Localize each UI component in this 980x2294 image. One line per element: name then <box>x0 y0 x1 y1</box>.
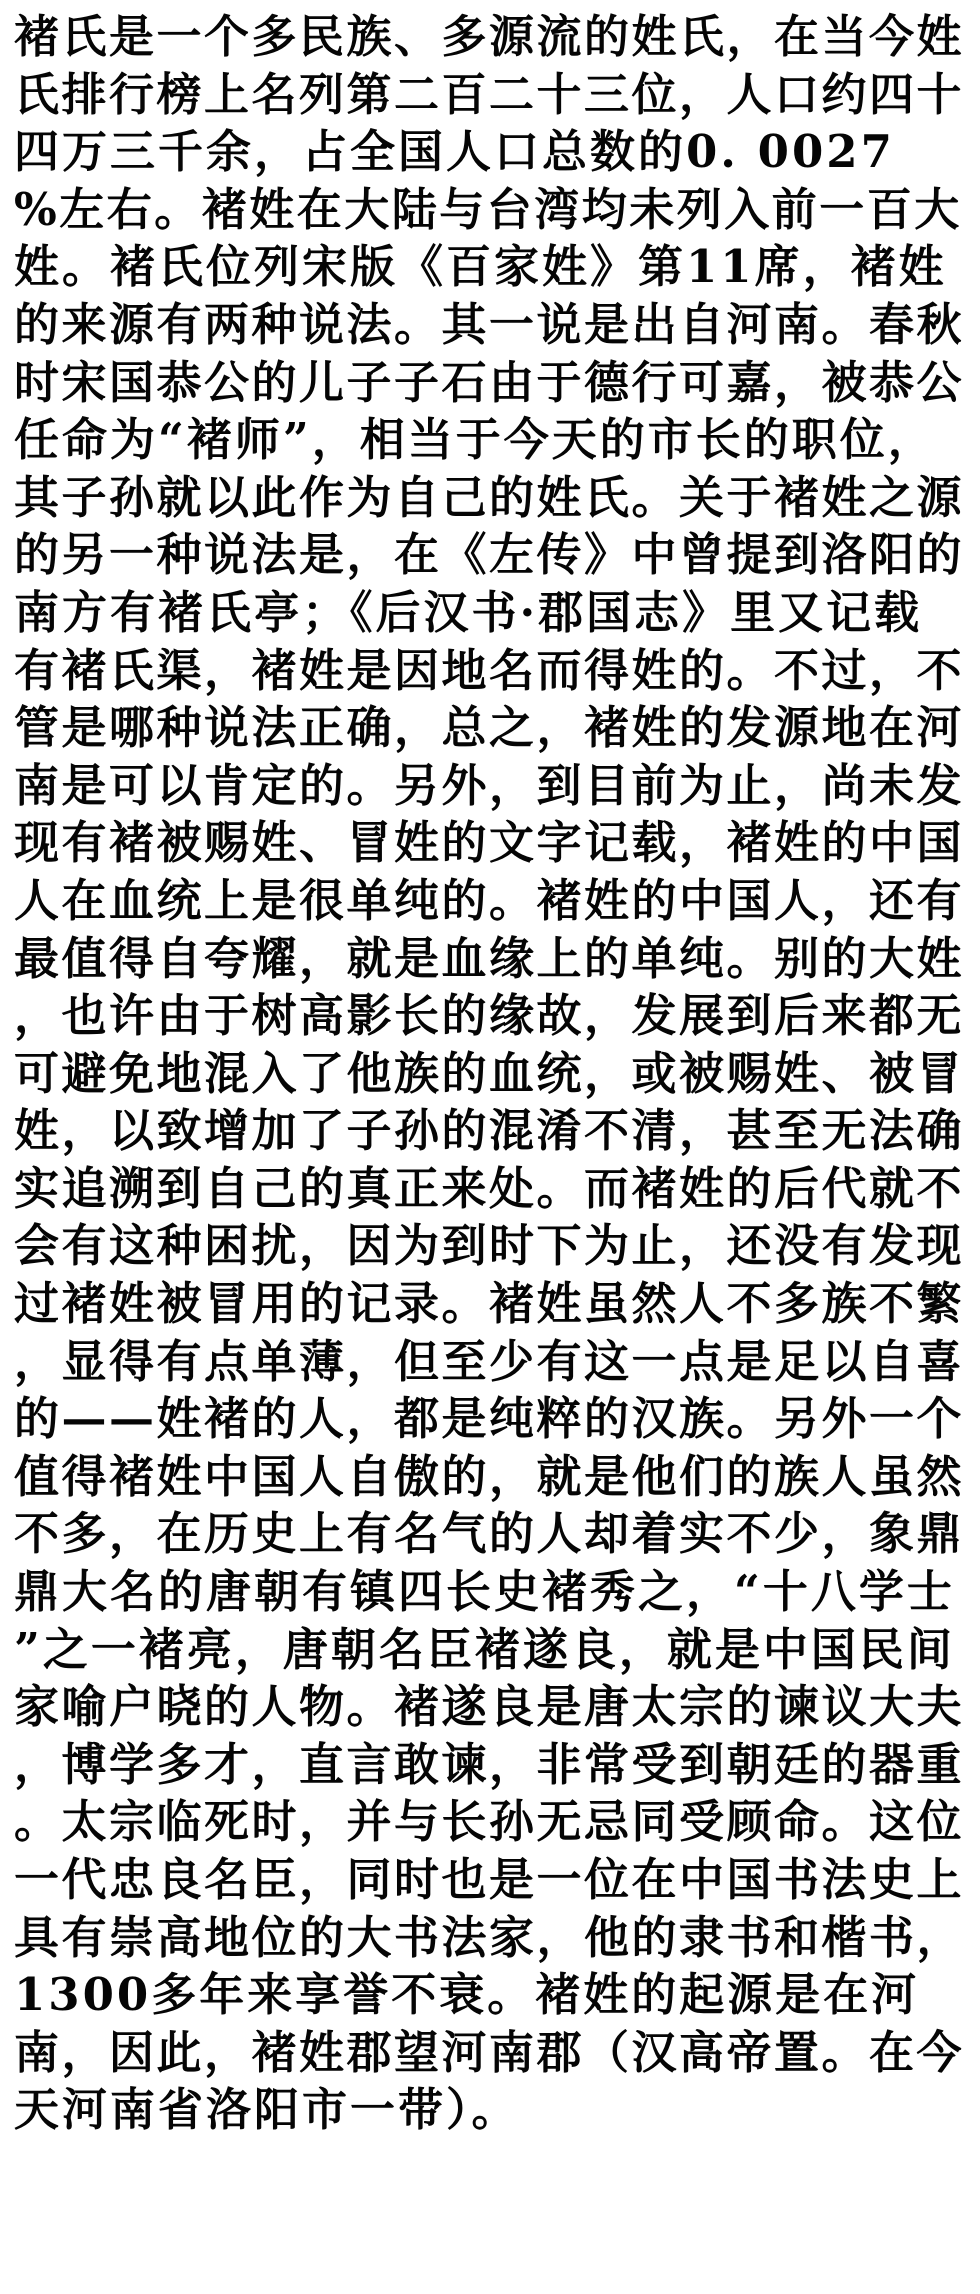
text-line: 过褚姓被冒用的记录。褚姓虽然人不多族不繁 <box>14 1277 965 1331</box>
text-line: 南，因此，褚姓郡望河南郡（汉高帝置。在今 <box>14 2025 965 2079</box>
text-line: 褚氏是一个多民族、多源流的姓氏，在当今姓 <box>14 10 965 63</box>
text-line: 有褚氏渠，褚姓是因地名而得姓的。不过，不 <box>14 643 965 697</box>
text-line: 时宋国恭公的儿子子石由于德行可嘉，被恭公 <box>14 355 965 409</box>
text-line: 姓。褚氏位列宋版《百家姓》第11席，褚姓 <box>14 240 947 294</box>
text-line: 。太宗临死时，并与长孙无忌同受顾命。这位 <box>14 1795 965 1849</box>
text-line: 氏排行榜上名列第二百二十三位，人口约四十 <box>14 67 965 121</box>
body-text <box>14 8 969 2139</box>
text-line: 现有褚被赐姓、冒姓的文字记载，褚姓的中国 <box>14 816 965 870</box>
text-line: 任命为“褚师”，相当于今天的市长的职位， <box>14 413 936 467</box>
text-line: 的另一种说法是，在《左传》中曾提到洛阳的 <box>14 528 965 582</box>
text-line: 南是可以肯定的。另外，到目前为止，尚未发 <box>14 758 965 812</box>
text-line: 不多，在历史上有名气的人却着实不少，象鼎 <box>14 1507 965 1561</box>
text-line: 的来源有两种说法。其一说是出自河南。春秋 <box>14 297 965 351</box>
text-line: 可避免地混入了他族的血统，或被赐姓、被冒 <box>14 1046 965 1100</box>
text-line: 会有这种困扰，因为到时下为止，还没有发现 <box>14 1219 965 1273</box>
text-line: ，也许由于树高影长的缘故，发展到后来都无 <box>14 989 965 1043</box>
text-line: ，显得有点单薄，但至少有这一点是足以自喜 <box>14 1334 965 1388</box>
text-line: 具有崇高地位的大书法家，他的隶书和楷书， <box>14 1910 965 1964</box>
text-line: 1300多年来享誉不衰。褚姓的起源是在河 <box>14 1968 920 2022</box>
text-line: 人在血统上是很单纯的。褚姓的中国人，还有 <box>14 873 965 927</box>
text-line: 实追溯到自己的真正来处。而褚姓的后代就不 <box>14 1161 965 1215</box>
text-line: 的——姓褚的人，都是纯粹的汉族。另外一个 <box>14 1392 965 1446</box>
text-line: 值得褚姓中国人自傲的，就是他们的族人虽然 <box>14 1449 965 1503</box>
text-line: 南方有褚氏亭；《后汉书·郡国志》里又记载 <box>14 585 923 639</box>
text-line: 一代忠良名臣，同时也是一位在中国书法史上 <box>14 1853 965 1906</box>
text-line: 其子孙就以此作为自己的姓氏。关于褚姓之源 <box>14 470 965 524</box>
text-line: 姓，以致增加了子孙的混淆不清，甚至无法确 <box>14 1104 965 1158</box>
text-line: 天河南省洛阳市一带）。 <box>14 2083 520 2137</box>
text-line: 管是哪种说法正确，总之，褚姓的发源地在河 <box>14 701 965 755</box>
text-line: 鼎大名的唐朝有镇四长史褚秀之，“十八学士 <box>14 1565 955 1619</box>
text-line: ，博学多才，直言敢谏，非常受到朝廷的器重 <box>14 1737 965 1791</box>
text-line: %左右。褚姓在大陆与台湾均未列入前一百大 <box>14 182 962 236</box>
text-line: 最值得自夸耀，就是血缘上的单纯。别的大姓 <box>14 931 965 985</box>
text-line: 家喻户晓的人物。褚遂良是唐太宗的谏议大夫 <box>14 1680 965 1734</box>
text-line: 四万三千余，占全国人口总数的0. 0027 <box>14 125 895 179</box>
text-line: ”之一褚亮，唐朝名臣褚遂良，就是中国民间 <box>14 1622 955 1676</box>
